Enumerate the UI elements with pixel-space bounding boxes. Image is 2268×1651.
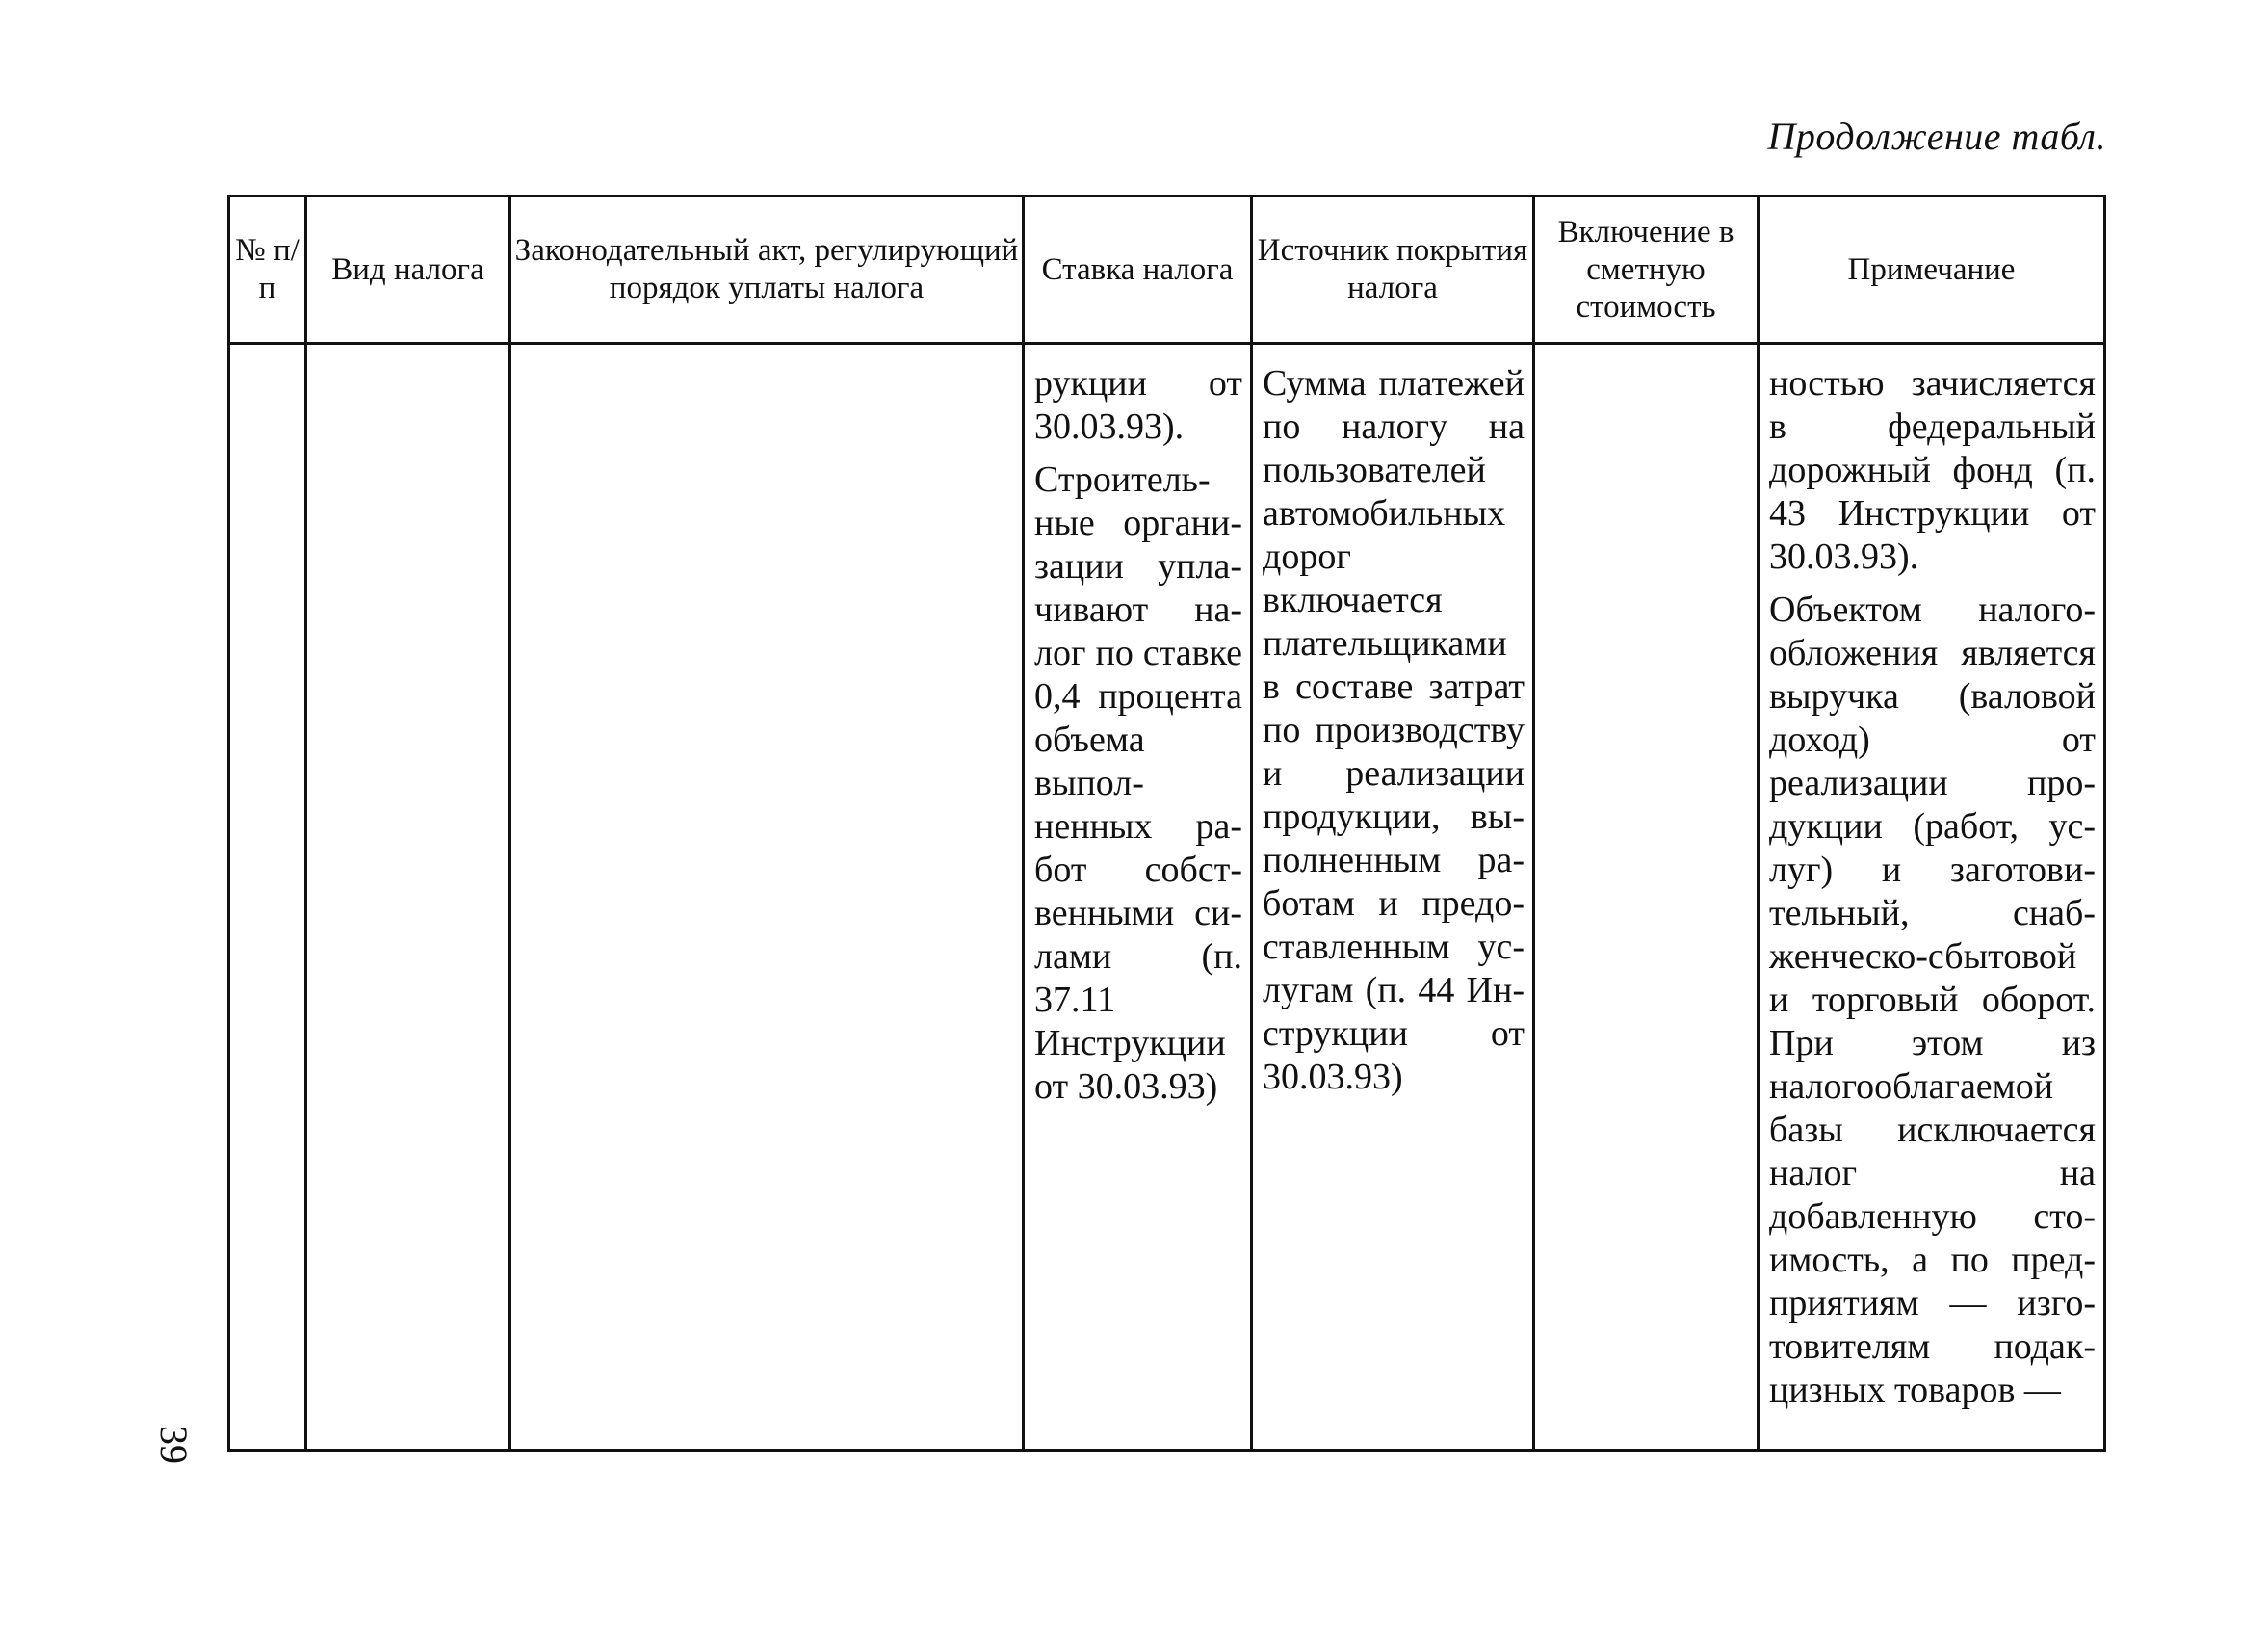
cell-num	[229, 344, 306, 1451]
page-number: 39	[152, 1426, 196, 1464]
cell-inclusion	[1534, 344, 1759, 1451]
header-inclusion: Включение в сметную стоимость	[1534, 197, 1759, 344]
table-header-row	[229, 197, 2105, 344]
cell-source	[1252, 344, 1534, 1451]
header-note: Примечание	[1759, 197, 2105, 344]
continuation-label: Продолжение табл.	[1767, 115, 2106, 158]
header-legal-act: Законодательный акт, регулирующий порядок уплаты налога	[510, 197, 1024, 344]
cell-tax-type	[306, 344, 510, 1451]
note-paragraph: ностью зачисляется в федеральный дорожный фонд (п. 43 Инструкции от 30.03.93).	[1769, 363, 2096, 577]
cell-rate	[1024, 344, 1252, 1451]
table-row	[229, 344, 2105, 1451]
rate-paragraph: Строительные организации уплачивают налог по ставке 0,4 процента объема выполненных работ собственными силами (п. 37.11 Инструкции от 30.03.93)	[1034, 459, 1242, 1107]
rate-paragraph: рукции от 30.03.93).	[1034, 363, 1242, 447]
header-num: № п/п	[229, 197, 306, 344]
note-paragraph: Объектом налогообложения является выручка (валовой доход) от реализации продукции (работ, услуг) и заготовительный, снабженческо-сбытовой и торговый оборот. При этом из налогооблагаемой базы исключается налог на добавленную стоимость, а по предприятиям — изготовителям подакцизных товаров —	[1769, 590, 2096, 1410]
source-paragraph: Сумма платежей по налогу на пользователей автомобильных дорог включается плательщиками в составе затрат по производству и реализации продукции, выполненным работам и предоставленным услугам (п. 44 Инструкции от 30.03.93)	[1263, 363, 1525, 1097]
cell-legal-act	[510, 344, 1024, 1451]
cell-note	[1759, 344, 2105, 1451]
header-source: Источник покрытия налога	[1252, 197, 1534, 344]
header-tax-type: Вид налога	[306, 197, 510, 344]
header-rate: Ставка налога	[1024, 197, 1252, 344]
tax-table	[227, 195, 2106, 1452]
